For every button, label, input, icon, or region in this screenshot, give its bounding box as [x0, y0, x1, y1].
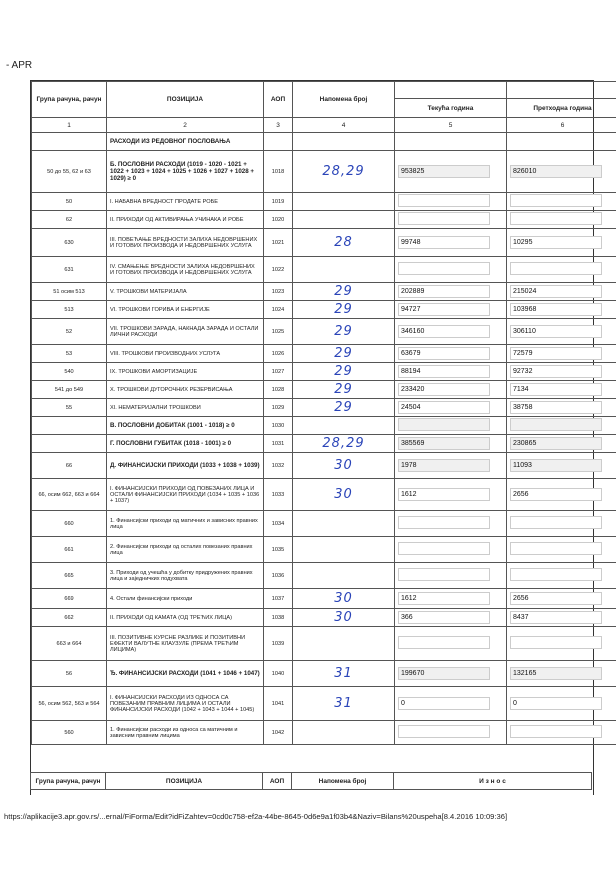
- note-number: 30: [334, 487, 353, 502]
- previous-year-cell: [507, 609, 616, 627]
- table-row: [32, 211, 616, 229]
- previous-year-cell: [507, 537, 616, 563]
- table-row: [32, 453, 616, 479]
- previous-year-cell: [507, 453, 616, 479]
- table-row: [32, 627, 616, 661]
- previous-year-cell: [507, 133, 616, 151]
- position-label: 4. Остали финансијски приходи: [107, 589, 264, 609]
- footer-url: https://aplikacije3.apr.gov.rs/...ernal/FiForma/Edit?idFiZahtev=0cd0c758-ef2a-44be-8645-0d6e9a1f03b4&Naziv=Bilans%20uspeha[8.4.2016 10:09:36]: [4, 812, 508, 821]
- previous-year-value: [510, 262, 602, 275]
- current-year-value: 366: [398, 611, 490, 624]
- aop-code: 1031: [264, 435, 293, 453]
- table-row: [32, 537, 616, 563]
- col-number: 5: [395, 118, 507, 133]
- note-cell: [293, 257, 395, 283]
- previous-year-value: 10295: [510, 236, 602, 249]
- aop-code: 1039: [264, 627, 293, 661]
- account-group: 540: [32, 363, 107, 381]
- table-row: [32, 563, 616, 589]
- account-group: 52: [32, 319, 107, 345]
- account-group: 50 до 55, 62 и 63: [32, 151, 107, 193]
- aop-code: 1029: [264, 399, 293, 417]
- current-year-value: 202889: [398, 285, 490, 298]
- current-year-value: 233420: [398, 383, 490, 396]
- position-label: В. ПОСЛОВНИ ДОБИТАК (1001 - 1018) ≥ 0: [107, 417, 264, 435]
- note-cell: [293, 211, 395, 229]
- previous-year-value: [510, 516, 602, 529]
- aop-code: 1037: [264, 589, 293, 609]
- header-current-year: Текућа година: [395, 99, 507, 118]
- table-row: [32, 721, 616, 745]
- previous-year-cell: [507, 229, 616, 257]
- account-group: 665: [32, 563, 107, 589]
- table-row: [32, 193, 616, 211]
- aop-code: 1019: [264, 193, 293, 211]
- previous-year-value: 103968: [510, 303, 602, 316]
- note-number: 30: [334, 458, 353, 473]
- current-year-cell: [395, 537, 507, 563]
- current-year-cell: [395, 687, 507, 721]
- account-group: 56, осим 562, 563 и 564: [32, 687, 107, 721]
- position-label: II. ПРИХОДИ ОД АКТИВИРАЊА УЧИНАКА И РОБЕ: [107, 211, 264, 229]
- header-amount-spacer: [507, 82, 616, 99]
- note-number: 30: [334, 591, 353, 606]
- current-year-value: [398, 194, 490, 207]
- note-number: 30: [334, 610, 353, 625]
- previous-year-value: 215024: [510, 285, 602, 298]
- aop-code: 1028: [264, 381, 293, 399]
- current-year-cell: [395, 609, 507, 627]
- table-row: [32, 151, 616, 193]
- aop-code: 1021: [264, 229, 293, 257]
- note-number: 29: [334, 302, 353, 317]
- position-label: III. ПОЗИТИВНЕ КУРСНЕ РАЗЛИКЕ И ПОЗИТИВНИ ЕФЕКТИ ВАЛУТНЕ КЛАУЗУЛЕ (ПРЕМА ТРЕЋИМ ЛИЦИМА): [107, 627, 264, 661]
- position-label: 3. Приходи од учешћа у добитку придружених правних лица и заједничких подухвата: [107, 563, 264, 589]
- current-year-cell: [395, 193, 507, 211]
- note-cell: [293, 283, 395, 301]
- note-cell: [293, 301, 395, 319]
- account-group: 630: [32, 229, 107, 257]
- continuation-header: [30, 772, 592, 790]
- position-label: Ђ. ФИНАНСИЈСКИ РАСХОДИ (1041 + 1046 + 1047): [107, 661, 264, 687]
- current-year-cell: [395, 399, 507, 417]
- position-label: I. ФИНАНСИЈСКИ РАСХОДИ ИЗ ОДНОСА СА ПОВЕЗАНИМ ПРАВНИМ ЛИЦИМА И ОСТАЛИ ФИНАНСИЈСКИ РАСХОДИ (1042 + 1043 + 1044 + 1045): [107, 687, 264, 721]
- note-cell: [293, 479, 395, 511]
- table-row: [32, 589, 616, 609]
- continuation-header-amount: И з н о с: [394, 773, 592, 790]
- header-note: Напомена број: [293, 82, 395, 118]
- note-cell: [293, 435, 395, 453]
- current-year-cell: [395, 211, 507, 229]
- previous-year-value: 92732: [510, 365, 602, 378]
- current-year-cell: [395, 257, 507, 283]
- position-label: РАСХОДИ ИЗ РЕДОВНОГ ПОСЛОВАЊА: [107, 133, 264, 151]
- current-year-cell: [395, 363, 507, 381]
- note-number: 28: [334, 235, 353, 250]
- current-year-cell: [395, 479, 507, 511]
- position-label: 1. Финансијски расходи из односа са матичним и зависним правним лицима: [107, 721, 264, 745]
- current-year-value: 24504: [398, 401, 490, 414]
- previous-year-cell: [507, 283, 616, 301]
- previous-year-value: 306110: [510, 325, 602, 338]
- account-group: 51 осим 513: [32, 283, 107, 301]
- table-row: [32, 257, 616, 283]
- aop-code: 1025: [264, 319, 293, 345]
- position-label: III. ПОВЕЋАЊЕ ВРЕДНОСТИ ЗАЛИХА НЕДОВРШЕНИХ И ГОТОВИХ ПРОИЗВОДА И НЕДОВРШЕНИХ УСЛУГА: [107, 229, 264, 257]
- note-cell: [293, 589, 395, 609]
- previous-year-value: 2656: [510, 592, 602, 605]
- aop-code: 1036: [264, 563, 293, 589]
- previous-year-cell: [507, 301, 616, 319]
- previous-year-value: [510, 212, 602, 225]
- account-group: [32, 133, 107, 151]
- continuation-header-group: Група рачуна, рачун: [31, 773, 106, 790]
- position-label: Б. ПОСЛОВНИ РАСХОДИ (1019 - 1020 - 1021 + 1022 + 1023 + 1024 + 1025 + 1026 + 1027 + 1028 + 1029) ≥ 0: [107, 151, 264, 193]
- table-row: [32, 399, 616, 417]
- aop-code: 1030: [264, 417, 293, 435]
- note-number: 28,29: [322, 436, 365, 451]
- table-row: [32, 319, 616, 345]
- current-year-value: 1978: [398, 459, 490, 472]
- account-group: [32, 435, 107, 453]
- aop-code: 1023: [264, 283, 293, 301]
- previous-year-cell: [507, 511, 616, 537]
- current-year-cell: [395, 319, 507, 345]
- current-year-value: [398, 418, 490, 431]
- account-group: 513: [32, 301, 107, 319]
- previous-year-cell: [507, 435, 616, 453]
- previous-year-cell: [507, 399, 616, 417]
- table-body: [32, 133, 616, 745]
- aop-code: 1018: [264, 151, 293, 193]
- previous-year-cell: [507, 479, 616, 511]
- current-year-cell: [395, 381, 507, 399]
- previous-year-value: [510, 568, 602, 581]
- col-number: 3: [264, 118, 293, 133]
- current-year-value: [398, 636, 490, 649]
- current-year-cell: [395, 151, 507, 193]
- header-position: ПОЗИЦИЈА: [107, 82, 264, 118]
- position-label: V. ТРОШКОВИ МАТЕРИЈАЛА: [107, 283, 264, 301]
- current-year-value: [398, 725, 490, 738]
- note-cell: [293, 453, 395, 479]
- aop-code: 1034: [264, 511, 293, 537]
- table-row: [32, 687, 616, 721]
- header-previous-year: Претходна година: [507, 99, 616, 118]
- header-group: Група рачуна, рачун: [32, 82, 107, 118]
- previous-year-cell: [507, 345, 616, 363]
- col-number: 6: [507, 118, 616, 133]
- position-label: XI. НЕМАТЕРИЈАЛНИ ТРОШКОВИ: [107, 399, 264, 417]
- previous-year-cell: [507, 417, 616, 435]
- note-number: 29: [334, 364, 353, 379]
- current-year-value: 385569: [398, 437, 490, 450]
- position-label: Г. ПОСЛОВНИ ГУБИТАК (1018 - 1001) ≥ 0: [107, 435, 264, 453]
- current-year-value: 1612: [398, 488, 490, 501]
- previous-year-cell: [507, 627, 616, 661]
- table-row: [32, 435, 616, 453]
- account-group: 669: [32, 589, 107, 609]
- previous-year-cell: [507, 381, 616, 399]
- note-cell: [293, 721, 395, 745]
- aop-code: 1024: [264, 301, 293, 319]
- aop-code: 1020: [264, 211, 293, 229]
- previous-year-cell: [507, 211, 616, 229]
- account-group: 662: [32, 609, 107, 627]
- col-number: 4: [293, 118, 395, 133]
- account-group: 663 и 664: [32, 627, 107, 661]
- previous-year-value: 826010: [510, 165, 602, 178]
- previous-year-cell: [507, 363, 616, 381]
- previous-year-cell: [507, 151, 616, 193]
- note-cell: [293, 133, 395, 151]
- previous-year-cell: [507, 589, 616, 609]
- table-row: [32, 381, 616, 399]
- table-row: [32, 479, 616, 511]
- table-row: [32, 609, 616, 627]
- current-year-cell: [395, 661, 507, 687]
- previous-year-cell: [507, 721, 616, 745]
- aop-code: 1022: [264, 257, 293, 283]
- position-label: X. ТРОШКОВИ ДУГОРОЧНИХ РЕЗЕРВИСАЊА: [107, 381, 264, 399]
- position-label: I. ФИНАНСИЈСКИ ПРИХОДИ ОД ПОВЕЗАНИХ ЛИЦА И ОСТАЛИ ФИНАНСИЈСКИ ПРИХОДИ (1034 + 1035 + 1036 + 1037): [107, 479, 264, 511]
- position-label: Д. ФИНАНСИЈСКИ ПРИХОДИ (1033 + 1038 + 1039): [107, 453, 264, 479]
- current-year-value: [398, 212, 490, 225]
- page-label: - APR: [6, 60, 33, 71]
- note-cell: [293, 661, 395, 687]
- current-year-cell: [395, 453, 507, 479]
- previous-year-value: 230865: [510, 437, 602, 450]
- continuation-header-position: ПОЗИЦИЈА: [106, 773, 263, 790]
- note-cell: [293, 511, 395, 537]
- current-year-cell: [395, 627, 507, 661]
- previous-year-value: 8437: [510, 611, 602, 624]
- account-group: 55: [32, 399, 107, 417]
- table-row: [32, 345, 616, 363]
- current-year-value: [398, 516, 490, 529]
- account-group: 661: [32, 537, 107, 563]
- previous-year-cell: [507, 193, 616, 211]
- position-label: VI. ТРОШКОВИ ГОРИВА И ЕНЕРГИЈЕ: [107, 301, 264, 319]
- current-year-value: 88194: [398, 365, 490, 378]
- current-year-cell: [395, 283, 507, 301]
- continuation-header-aop: АОП: [263, 773, 292, 790]
- previous-year-value: 2656: [510, 488, 602, 501]
- table-row: [32, 511, 616, 537]
- note-number: 28,29: [322, 164, 365, 179]
- account-group: 560: [32, 721, 107, 745]
- table-row: [32, 661, 616, 687]
- current-year-value: [398, 542, 490, 555]
- current-year-cell: [395, 563, 507, 589]
- aop-code: 1027: [264, 363, 293, 381]
- table-row: [32, 133, 616, 151]
- previous-year-value: 132165: [510, 667, 602, 680]
- col-number: 1: [32, 118, 107, 133]
- note-cell: [293, 627, 395, 661]
- note-cell: [293, 319, 395, 345]
- table-row: [32, 229, 616, 257]
- table-row: [32, 283, 616, 301]
- aop-code: 1033: [264, 479, 293, 511]
- header-aop: АОП: [264, 82, 293, 118]
- previous-year-value: 7134: [510, 383, 602, 396]
- table-row: [32, 363, 616, 381]
- note-cell: [293, 609, 395, 627]
- account-group: 53: [32, 345, 107, 363]
- current-year-value: 1612: [398, 592, 490, 605]
- position-label: I. НАБАВНА ВРЕДНОСТ ПРОДАТЕ РОБЕ: [107, 193, 264, 211]
- current-year-value: 199670: [398, 667, 490, 680]
- current-year-cell: [395, 345, 507, 363]
- account-group: 50: [32, 193, 107, 211]
- income-statement-table: [30, 80, 594, 795]
- position-label: IX. ТРОШКОВИ АМОРТИЗАЦИЈЕ: [107, 363, 264, 381]
- aop-code: 1026: [264, 345, 293, 363]
- note-cell: [293, 417, 395, 435]
- note-cell: [293, 381, 395, 399]
- account-group: 660: [32, 511, 107, 537]
- position-label: II. ПРИХОДИ ОД КАМАТА (ОД ТРЕЋИХ ЛИЦА): [107, 609, 264, 627]
- current-year-cell: [395, 721, 507, 745]
- current-year-value: [398, 262, 490, 275]
- note-number: 29: [334, 324, 353, 339]
- current-year-value: [398, 568, 490, 581]
- position-label: VIII. ТРОШКОВИ ПРОИЗВОДНИХ УСЛУГА: [107, 345, 264, 363]
- previous-year-value: [510, 725, 602, 738]
- previous-year-value: 11093: [510, 459, 602, 472]
- note-number: 31: [334, 666, 353, 681]
- previous-year-value: [510, 418, 602, 431]
- aop-code: [264, 133, 293, 151]
- note-cell: [293, 363, 395, 381]
- previous-year-value: [510, 542, 602, 555]
- aop-code: 1032: [264, 453, 293, 479]
- table-row: [32, 417, 616, 435]
- previous-year-cell: [507, 257, 616, 283]
- account-group: 66: [32, 453, 107, 479]
- position-label: 1. Финансијски приходи од матичних и зависних правних лица: [107, 511, 264, 537]
- current-year-cell: [395, 435, 507, 453]
- aop-code: 1035: [264, 537, 293, 563]
- note-cell: [293, 345, 395, 363]
- note-cell: [293, 229, 395, 257]
- previous-year-cell: [507, 687, 616, 721]
- aop-code: 1042: [264, 721, 293, 745]
- previous-year-cell: [507, 563, 616, 589]
- continuation-header-note: Напомена број: [292, 773, 394, 790]
- header-amount-spacer: [395, 82, 507, 99]
- account-group: 631: [32, 257, 107, 283]
- position-label: VII. ТРОШКОВИ ЗАРАДА, НАКНАДА ЗАРАДА И ОСТАЛИ ЛИЧНИ РАСХОДИ: [107, 319, 264, 345]
- current-year-cell: [395, 589, 507, 609]
- position-label: 2. Финансијски приходи од осталих повезаних правних лица: [107, 537, 264, 563]
- previous-year-value: [510, 636, 602, 649]
- note-cell: [293, 193, 395, 211]
- account-group: 541 до 549: [32, 381, 107, 399]
- note-cell: [293, 563, 395, 589]
- note-number: 29: [334, 400, 353, 415]
- current-year-value: 94727: [398, 303, 490, 316]
- note-cell: [293, 537, 395, 563]
- note-number: 29: [334, 284, 353, 299]
- current-year-cell: [395, 133, 507, 151]
- current-year-value: 63679: [398, 347, 490, 360]
- account-group: 66, осим 662, 663 и 664: [32, 479, 107, 511]
- table-row: [32, 301, 616, 319]
- current-year-value: 953825: [398, 165, 490, 178]
- current-year-cell: [395, 301, 507, 319]
- current-year-value: 346160: [398, 325, 490, 338]
- position-label: IV. СМАЊЕЊЕ ВРЕДНОСТИ ЗАЛИХА НЕДОВРШЕНИХ И ГОТОВИХ ПРОИЗВОДА И НЕДОВРШЕНИХ УСЛУГА: [107, 257, 264, 283]
- current-year-cell: [395, 229, 507, 257]
- note-number: 31: [334, 696, 353, 711]
- account-group: 56: [32, 661, 107, 687]
- current-year-cell: [395, 417, 507, 435]
- previous-year-value: 38758: [510, 401, 602, 414]
- previous-year-value: 72579: [510, 347, 602, 360]
- aop-code: 1041: [264, 687, 293, 721]
- account-group: [32, 417, 107, 435]
- previous-year-value: [510, 194, 602, 207]
- previous-year-cell: [507, 319, 616, 345]
- previous-year-cell: [507, 661, 616, 687]
- col-number: 2: [107, 118, 264, 133]
- aop-code: 1038: [264, 609, 293, 627]
- note-number: 29: [334, 382, 353, 397]
- current-year-value: 0: [398, 697, 490, 710]
- account-group: 62: [32, 211, 107, 229]
- aop-code: 1040: [264, 661, 293, 687]
- note-cell: [293, 399, 395, 417]
- current-year-value: 99748: [398, 236, 490, 249]
- current-year-cell: [395, 511, 507, 537]
- note-cell: [293, 151, 395, 193]
- note-number: 29: [334, 346, 353, 361]
- previous-year-value: 0: [510, 697, 602, 710]
- note-cell: [293, 687, 395, 721]
